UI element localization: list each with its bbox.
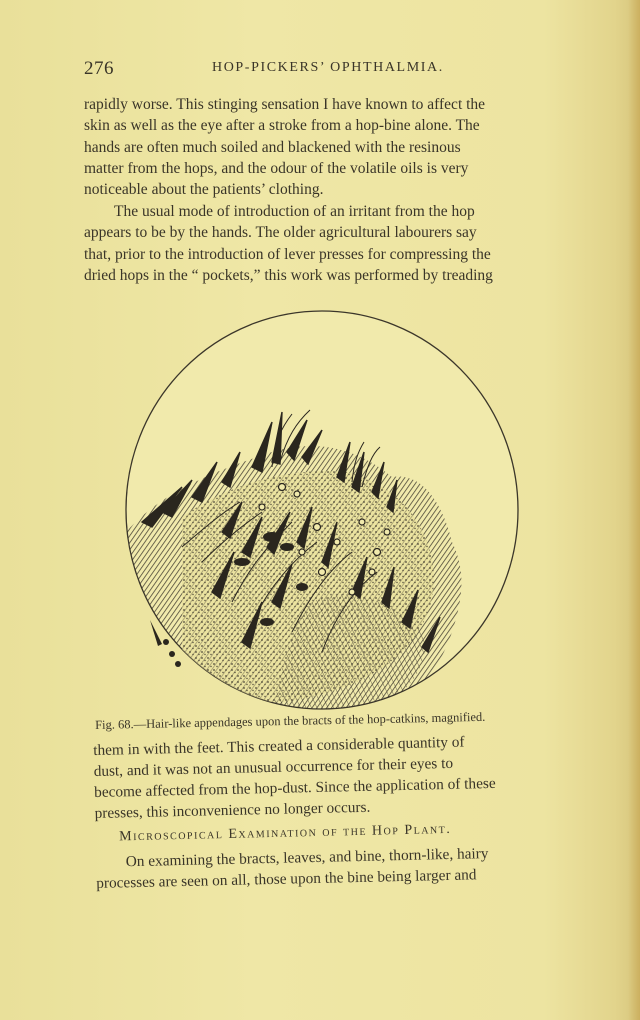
- text-line: matter from the hops, and the odour of the volatile oils is very: [84, 159, 469, 177]
- paragraph-4: [96, 841, 597, 894]
- lower-text-block: [93, 729, 596, 894]
- text-line: processes are seen on all, those upon the bine being larger and: [96, 866, 477, 892]
- text-line: noticeable about the patients’ clothing.: [84, 181, 324, 199]
- microscope-illustration: [122, 302, 542, 717]
- paragraph-3: [93, 729, 595, 824]
- magnified-hairs-drawing: [122, 302, 542, 717]
- text-line: become affected from the hop-dust. Since the application of these: [93, 774, 496, 801]
- page-header: [84, 58, 564, 80]
- text-line: rapidly worse. This stinging sensation I have known to affect the: [84, 96, 486, 113]
- text-line: that, prior to the introduction of lever presses for compressing the: [84, 245, 491, 263]
- page-number: 276: [84, 58, 114, 79]
- text-line: presses, this inconvenience no longer occurs.: [94, 798, 371, 822]
- paragraph-2: [84, 201, 569, 286]
- text-line: On examining the bracts, leaves, and bine, thorn-like, hairy: [125, 845, 489, 871]
- page-spine-shadow: [628, 0, 640, 1020]
- text-line: dried hops in the “ pockets,” this work was performed by treading: [84, 266, 493, 284]
- text-line: hands are often much soiled and blackened with the resinous: [84, 138, 461, 156]
- figure-caption: Fig. 68.—Hair-like appendages upon the bracts of the hop-catkins, magnified.: [95, 709, 486, 732]
- text-line: The usual mode of introduction of an irritant from the hop: [114, 203, 475, 220]
- text-line: appears to be by the hands. The older agricultural labourers say: [84, 224, 477, 242]
- text-line: them in with the feet. This created a considerable quantity of: [93, 733, 465, 759]
- section-heading: Microscopical Examination of the Hop Plant.: [119, 821, 452, 845]
- text-line: dust, and it was not an unusual occurrence for their eyes to: [93, 754, 454, 780]
- running-title: HOP-PICKERS’ OPHTHALMIA.: [212, 60, 444, 75]
- text-line: skin as well as the eye after a stroke from a hop-bine alone. The: [84, 117, 480, 135]
- paragraph-1: [84, 94, 569, 200]
